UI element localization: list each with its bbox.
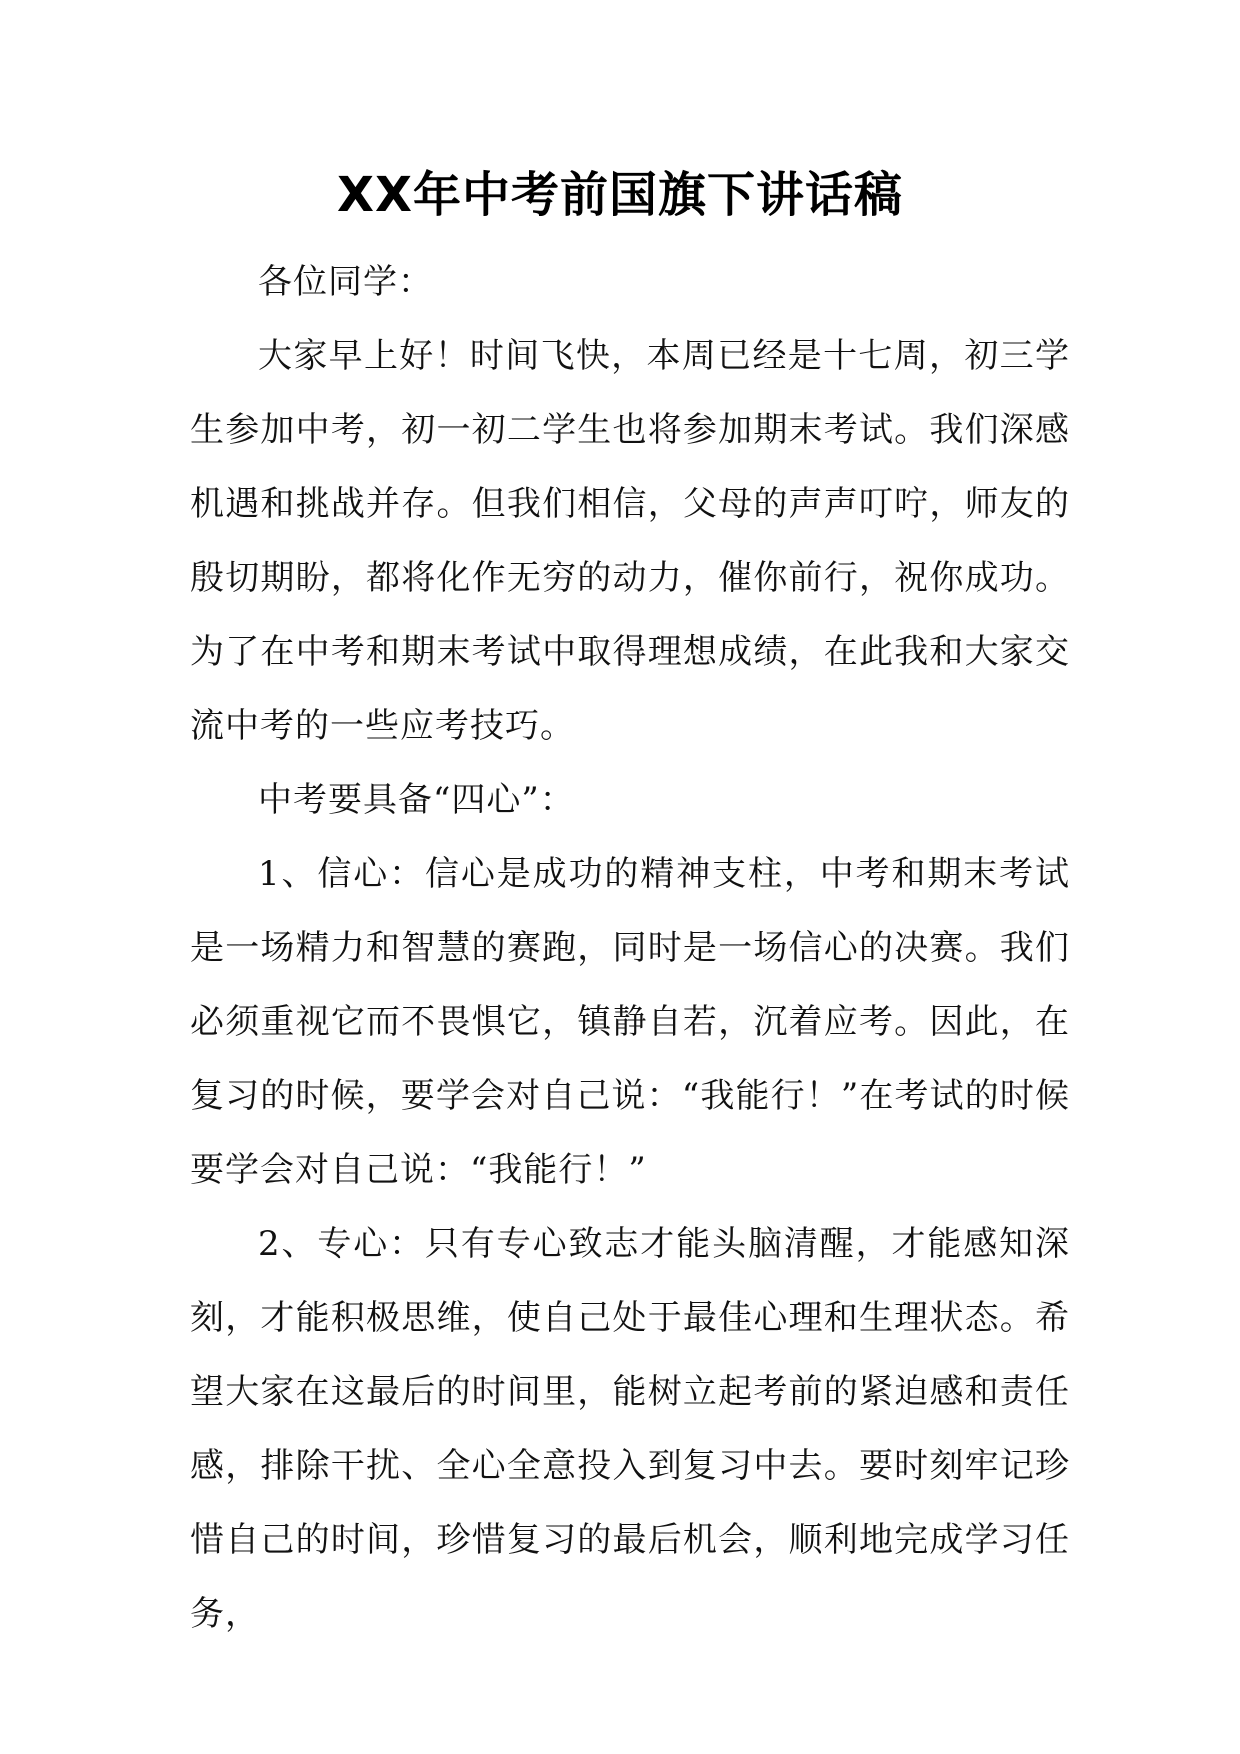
- confidence-paragraph: 1、信心：信心是成功的精神支柱，中考和期末考试是一场精力和智慧的赛跑，同时是一场信心的决赛。我们必须重视它而不畏惧它，镇静自若，沉着应考。因此，在复习的时候，要学会对自己说：“我能行！”在考试的时候要学会对自己说：“我能行！”: [190, 854, 1070, 1190]
- document-body: [190, 245, 1070, 1651]
- document-title: XX年中考前国旗下讲话稿: [336, 167, 904, 223]
- salutation-paragraph: 各位同学：: [258, 262, 433, 302]
- intro-paragraph: 大家早上好！时间飞快，本周已经是十七周，初三学生参加中考，初一初二学生也将参加期末考试。我们深感机遇和挑战并存。但我们相信，父母的声声叮咛，师友的殷切期盼，都将化作无穷的动力，催你前行，祝你成功。为了在中考和期末考试中取得理想成绩，在此我和大家交流中考的一些应考技巧。: [190, 336, 1070, 746]
- four-hearts-heading-paragraph: 中考要具备“四心”：: [258, 780, 575, 820]
- focus-paragraph: 2、专心：只有专心致志才能头脑清醒，才能感知深刻，才能积极思维，使自己处于最佳心理和生理状态。希望大家在这最后的时间里，能树立起考前的紧迫感和责任感，排除干扰、全心全意投入到复习中去。要时刻牢记珍惜自己的时间，珍惜复习的最后机会，顺利地完成学习任务，: [190, 1224, 1070, 1634]
